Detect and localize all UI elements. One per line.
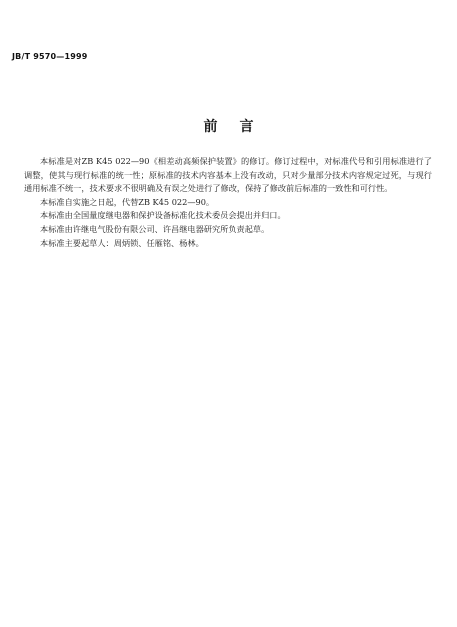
paragraph: 本标准是对ZB K45 022—90《相差动高频保护装置》的修订。修订过程中，对标准代号和引用标准进行了调整，使其与现行标准的统一性；原标准的技术内容基本上没有改动，只对少量部分技术内容规定过死，与现行通用标准不统一，技术要求不很明确及有误之处进行了修改，保持了修改前后标准的一致性和可行性。 (24, 156, 432, 194)
page-title: 前言 (203, 119, 276, 135)
paragraph: 本标准主要起草人：周炳锁、任雁铭、杨林。 (40, 237, 204, 248)
paragraph: 本标准由全国量度继电器和保护设备标准化技术委员会提出并归口。 (40, 210, 286, 221)
standard-number: JB/T 9570—1999 (12, 52, 88, 61)
paragraph: 本标准由许继电气股份有限公司、许昌继电器研究所负责起草。 (40, 223, 270, 234)
foreword-body (24, 155, 432, 250)
paragraph: 本标准自实施之日起，代替ZB K45 022—90。 (40, 196, 215, 207)
